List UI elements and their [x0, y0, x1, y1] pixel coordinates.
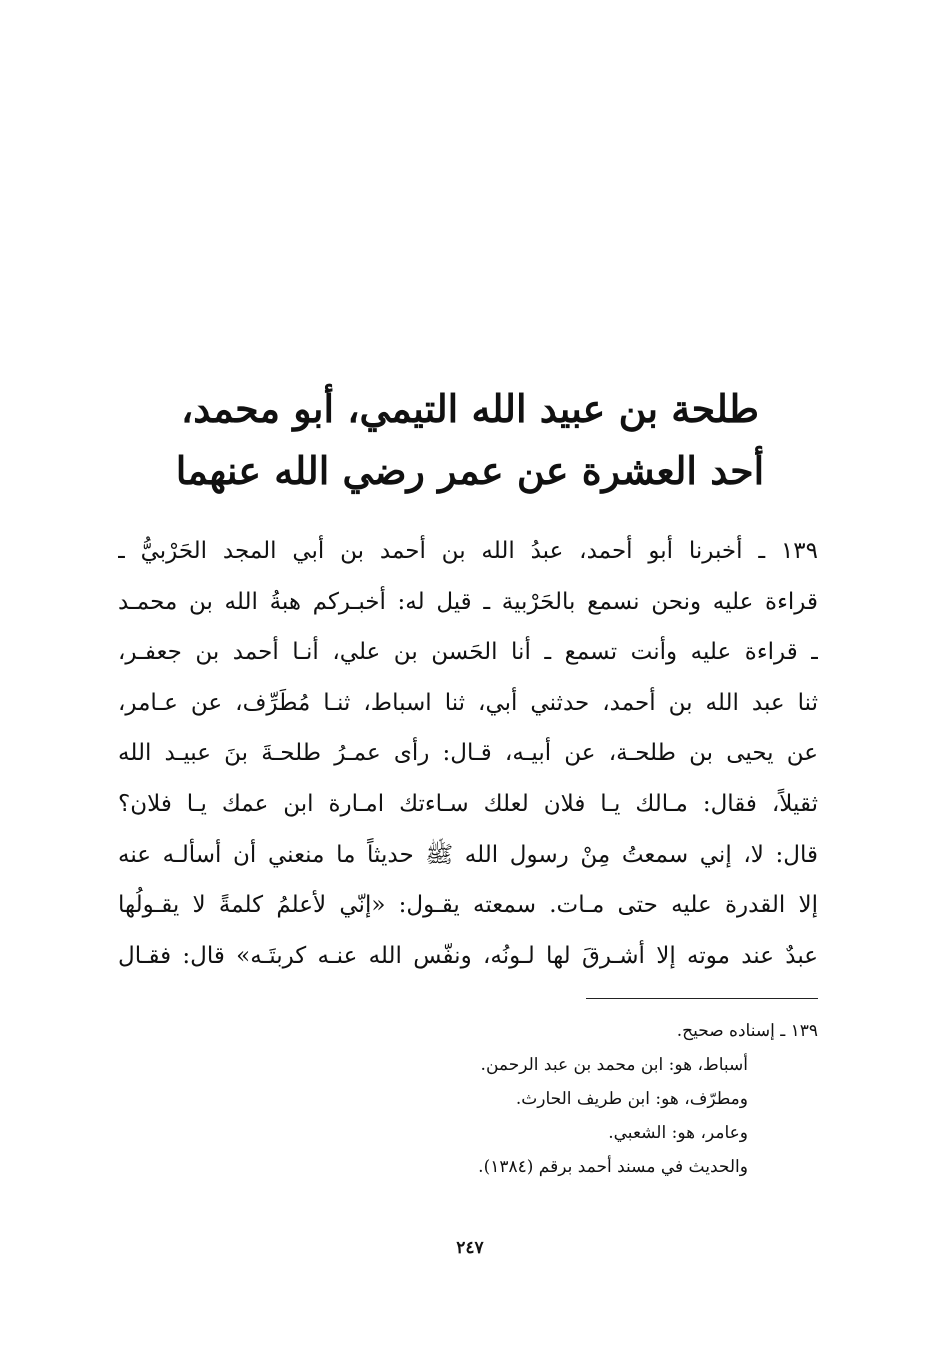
footnote-line: وعامر، هو: الشعبي.	[608, 1123, 748, 1143]
footnote-line: ومطرّف، هو: ابن طريف الحارث.	[515, 1089, 748, 1109]
footnote-line: أسباط، هو: ابن محمد بن عبد الرحمن.	[480, 1055, 748, 1075]
body-line: ١٣٩ ـ أخبرنا أبو أحمد، عبدُ الله بن أحمد بن أبي المجد الحَرْبيُّ ـ	[118, 538, 818, 564]
body-line: قال: لا، إني سمعتُ مِنْ رسول الله ﷺ حديثاً ما منعني أن أسألـه عنه	[118, 841, 818, 868]
body-line: إلا القدرة عليه حتى مـات. سمعته يقـول: «إنّي لأعلمُ كلمةً لا يقـولُها	[118, 892, 818, 919]
body-line: ثقيلاً، فقال: مـالك يـا فلان لعلك سـاءتك امـارة ابن عمك يـا فلان؟	[118, 790, 818, 817]
chapter-title	[0, 378, 940, 502]
body-line: ثنا عبد الله بن أحمد، حدثني أبي، ثنا اسباط، ثنـا مُطَرِّف، عن عـامر،	[118, 689, 818, 716]
title-line-1: طلحة بن عبيد الله التيمي، أبو محمد،	[180, 386, 760, 431]
body-line: عن يحيى بن طلحـة، عن أبيـه، قـال: رأى عمـرُ طلحـةَ بنَ عبيـد الله	[118, 740, 818, 767]
title-line-2: أحد العشرة عن عمر رضي الله عنهما	[175, 448, 765, 493]
body-line: ـ قراءة عليه وأنت تسمع ـ أنا الحَسن بن علي، أنـا أحمد بن جعفـر،	[118, 639, 818, 666]
page-number: ٢٤٧	[456, 1238, 484, 1258]
body-line: عبدٌ عند موته إلا أشـرقَ لها لـونُه، ونفّس الله عنـه كربتَـه» قال: فقـال	[118, 942, 818, 969]
footnote-line: ١٣٩ ـ إسناده صحيح.	[676, 1021, 818, 1041]
hadith-text	[118, 526, 818, 981]
footnotes	[218, 1014, 818, 1184]
footnote-line: والحديث في مسند أحمد برقم (١٣٨٤).	[478, 1157, 748, 1177]
footnote-separator	[586, 998, 818, 999]
body-line: قراءة عليه ونحن نسمع بالحَرْبية ـ قيل له: أخبـركم هبةُ الله بن محمـد	[118, 588, 818, 615]
